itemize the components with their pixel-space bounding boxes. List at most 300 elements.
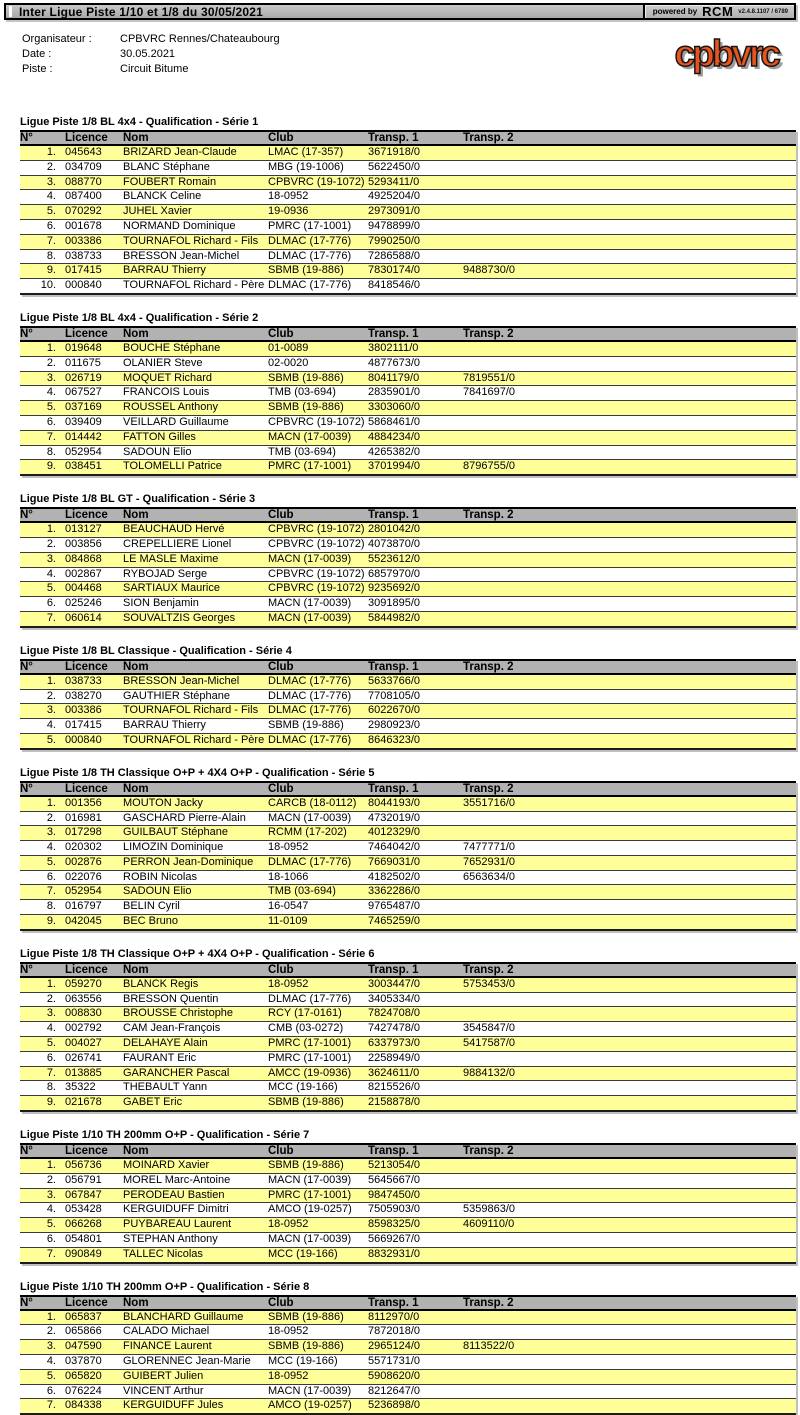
cell-licence: 084338 bbox=[65, 1399, 123, 1414]
cell-nom: SARTIAUX Maurice bbox=[123, 582, 268, 597]
cell-transp1: 4925204/0 bbox=[368, 190, 463, 205]
table-row bbox=[20, 175, 796, 190]
cell-licence: 003386 bbox=[65, 234, 123, 249]
column-header-club: Club bbox=[268, 508, 368, 522]
cell-transp2: 7652931/0 bbox=[463, 855, 796, 870]
cell-club: MCC (19-166) bbox=[268, 1247, 368, 1262]
cell-transp1: 7824708/0 bbox=[368, 1007, 463, 1022]
cell-nom: GASCHARD Pierre-Alain bbox=[123, 811, 268, 826]
cell-club: SBMB (19-886) bbox=[268, 719, 368, 734]
cell-pos: 7. bbox=[20, 1247, 65, 1262]
piste-value: Circuit Bitume bbox=[120, 62, 189, 75]
cell-nom: TOURNAFOL Richard - Fils bbox=[123, 234, 268, 249]
cell-club: CMB (03-0272) bbox=[268, 1022, 368, 1037]
table-header-row bbox=[20, 327, 796, 341]
cell-pos: 3. bbox=[20, 552, 65, 567]
cell-nom: BLANCHARD Guillaume bbox=[123, 1310, 268, 1325]
cell-nom: FATTON Gilles bbox=[123, 430, 268, 445]
table-row bbox=[20, 1325, 796, 1340]
cell-nom: OLANIER Steve bbox=[123, 356, 268, 371]
table-row bbox=[20, 1340, 796, 1355]
column-header-licence: Licence bbox=[65, 660, 123, 674]
column-header-club: Club bbox=[268, 1144, 368, 1158]
cell-club: MACN (17-0039) bbox=[268, 597, 368, 612]
column-header-nom: Nom bbox=[123, 1296, 268, 1310]
section-title: Ligue Piste 1/8 TH Classique O+P + 4X4 O+P - Qualification - Série 5 bbox=[20, 766, 375, 779]
cell-transp2 bbox=[463, 537, 796, 552]
cell-club: 18-0952 bbox=[268, 190, 368, 205]
cell-transp1: 4265382/0 bbox=[368, 445, 463, 460]
table-row bbox=[20, 1051, 796, 1066]
cell-transp2 bbox=[463, 401, 796, 416]
column-header-club: Club bbox=[268, 963, 368, 977]
column-header-club: Club bbox=[268, 782, 368, 796]
cell-licence: 026719 bbox=[65, 371, 123, 386]
cell-club: AMCC (19-0936) bbox=[268, 1066, 368, 1081]
column-header-nom: Nom bbox=[123, 660, 268, 674]
table-row bbox=[20, 145, 796, 160]
cell-transp2 bbox=[463, 1369, 796, 1384]
cell-nom: TOLOMELLI Patrice bbox=[123, 460, 268, 475]
cell-nom: JUHEL Xavier bbox=[123, 205, 268, 220]
column-header-transp1: Transp. 1 bbox=[368, 508, 463, 522]
cell-pos: 1. bbox=[20, 1310, 65, 1325]
cell-licence: 052954 bbox=[65, 445, 123, 460]
cell-transp1: 5844982/0 bbox=[368, 611, 463, 626]
cell-licence: 35322 bbox=[65, 1081, 123, 1096]
cell-licence: 016981 bbox=[65, 811, 123, 826]
cell-club: CPBVRC (19-1072) bbox=[268, 537, 368, 552]
rcm-brand: RCM bbox=[702, 4, 734, 19]
cell-club: RCMM (17-202) bbox=[268, 826, 368, 841]
column-header-nom: Nom bbox=[123, 782, 268, 796]
cell-transp1: 2258949/0 bbox=[368, 1051, 463, 1066]
table-row bbox=[20, 460, 796, 475]
cell-transp1: 5908620/0 bbox=[368, 1369, 463, 1384]
cell-club: 18-1066 bbox=[268, 870, 368, 885]
cell-club: DLMAC (17-776) bbox=[268, 855, 368, 870]
cell-club: MACN (17-0039) bbox=[268, 1233, 368, 1248]
cell-transp1: 8418546/0 bbox=[368, 279, 463, 294]
series-table bbox=[20, 962, 796, 1112]
cell-nom: CREPELLIERE Lionel bbox=[123, 537, 268, 552]
cell-licence: 017415 bbox=[65, 719, 123, 734]
column-header-transp1: Transp. 1 bbox=[368, 660, 463, 674]
cell-nom: GABET Eric bbox=[123, 1096, 268, 1111]
cell-transp1: 5622450/0 bbox=[368, 160, 463, 175]
cell-pos: 1. bbox=[20, 522, 65, 537]
cell-licence: 056736 bbox=[65, 1158, 123, 1173]
cell-transp2 bbox=[463, 611, 796, 626]
cell-nom: ROBIN Nicolas bbox=[123, 870, 268, 885]
table-row bbox=[20, 870, 796, 885]
cell-licence: 059270 bbox=[65, 977, 123, 992]
cell-pos: 1. bbox=[20, 341, 65, 356]
column-header-nom: Nom bbox=[123, 508, 268, 522]
cell-licence: 002867 bbox=[65, 567, 123, 582]
table-row bbox=[20, 1188, 796, 1203]
column-header-licence: Licence bbox=[65, 963, 123, 977]
cell-nom: BRIZARD Jean-Claude bbox=[123, 145, 268, 160]
table-row bbox=[20, 205, 796, 220]
cell-pos: 3. bbox=[20, 175, 65, 190]
cell-transp1: 3405334/0 bbox=[368, 992, 463, 1007]
cell-nom: PERODEAU Bastien bbox=[123, 1188, 268, 1203]
cell-club: LMAC (17-357) bbox=[268, 145, 368, 160]
cell-transp1: 7708105/0 bbox=[368, 689, 463, 704]
cell-club: PMRC (17-1001) bbox=[268, 219, 368, 234]
cell-nom: GARANCHER Pascal bbox=[123, 1066, 268, 1081]
series-section-5 bbox=[20, 750, 780, 931]
cell-pos: 5. bbox=[20, 733, 65, 748]
section-title: Ligue Piste 1/8 BL 4x4 - Qualification - Série 2 bbox=[20, 311, 259, 324]
cell-transp1: 2980923/0 bbox=[368, 719, 463, 734]
cell-transp2 bbox=[463, 175, 796, 190]
cell-transp1: 3671918/0 bbox=[368, 145, 463, 160]
cell-licence: 019648 bbox=[65, 341, 123, 356]
cell-transp1: 9478899/0 bbox=[368, 219, 463, 234]
column-header-pos: N° bbox=[20, 508, 65, 522]
cell-transp2 bbox=[463, 356, 796, 371]
rcm-version: v2.4.8.1107 / 6789 bbox=[738, 8, 788, 15]
cell-transp2 bbox=[463, 1399, 796, 1414]
cell-pos: 7. bbox=[20, 430, 65, 445]
table-row bbox=[20, 160, 796, 175]
series-table bbox=[20, 326, 796, 476]
cell-nom: LIMOZIN Dominique bbox=[123, 841, 268, 856]
cell-club: MBG (19-1006) bbox=[268, 160, 368, 175]
table-row bbox=[20, 1158, 796, 1173]
cell-nom: BRESSON Jean-Michel bbox=[123, 249, 268, 264]
cell-club: 19-0936 bbox=[268, 205, 368, 220]
cell-transp1: 7872018/0 bbox=[368, 1325, 463, 1340]
cell-pos: 9. bbox=[20, 1096, 65, 1111]
cell-club: SBMB (19-886) bbox=[268, 1096, 368, 1111]
cell-transp2: 4609110/0 bbox=[463, 1218, 796, 1233]
cell-transp2: 7819551/0 bbox=[463, 371, 796, 386]
cell-pos: 4. bbox=[20, 719, 65, 734]
cell-club: DLMAC (17-776) bbox=[268, 249, 368, 264]
cell-pos: 8. bbox=[20, 249, 65, 264]
cell-club: DLMAC (17-776) bbox=[268, 704, 368, 719]
cell-pos: 5. bbox=[20, 205, 65, 220]
cell-transp2 bbox=[463, 582, 796, 597]
cell-nom: BEAUCHAUD Hervé bbox=[123, 522, 268, 537]
organisateur-label: Organisateur : bbox=[22, 32, 92, 45]
table-row bbox=[20, 234, 796, 249]
cell-pos: 3. bbox=[20, 371, 65, 386]
cell-transp1: 5571731/0 bbox=[368, 1355, 463, 1370]
column-header-licence: Licence bbox=[65, 1296, 123, 1310]
cell-licence: 070292 bbox=[65, 205, 123, 220]
cell-transp2 bbox=[463, 1310, 796, 1325]
column-header-nom: Nom bbox=[123, 327, 268, 341]
cell-club: MCC (19-166) bbox=[268, 1355, 368, 1370]
cell-transp1: 7286588/0 bbox=[368, 249, 463, 264]
cell-transp1: 8212647/0 bbox=[368, 1384, 463, 1399]
cell-transp2 bbox=[463, 1325, 796, 1340]
table-row bbox=[20, 219, 796, 234]
cell-licence: 013127 bbox=[65, 522, 123, 537]
cell-transp1: 2801042/0 bbox=[368, 522, 463, 537]
table-row bbox=[20, 1218, 796, 1233]
cell-transp1: 5213054/0 bbox=[368, 1158, 463, 1173]
cell-pos: 5. bbox=[20, 1037, 65, 1052]
column-header-club: Club bbox=[268, 660, 368, 674]
series-section-8 bbox=[20, 1264, 780, 1415]
table-row bbox=[20, 915, 796, 930]
cell-club: CPBVRC (19-1072) bbox=[268, 522, 368, 537]
cell-transp1: 2965124/0 bbox=[368, 1340, 463, 1355]
cell-transp2 bbox=[463, 885, 796, 900]
cell-nom: BEC Bruno bbox=[123, 915, 268, 930]
cell-transp1: 4182502/0 bbox=[368, 870, 463, 885]
cell-nom: BARRAU Thierry bbox=[123, 719, 268, 734]
table-header-row bbox=[20, 508, 796, 522]
cell-pos: 1. bbox=[20, 145, 65, 160]
cell-nom: VINCENT Arthur bbox=[123, 1384, 268, 1399]
cell-transp2: 8113522/0 bbox=[463, 1340, 796, 1355]
cell-nom: MOREL Marc-Antoine bbox=[123, 1173, 268, 1188]
cell-transp1: 8041179/0 bbox=[368, 371, 463, 386]
table-row bbox=[20, 430, 796, 445]
cell-licence: 008830 bbox=[65, 1007, 123, 1022]
column-header-licence: Licence bbox=[65, 327, 123, 341]
table-row bbox=[20, 719, 796, 734]
cell-licence: 065866 bbox=[65, 1325, 123, 1340]
cell-transp2 bbox=[463, 190, 796, 205]
cell-licence: 042045 bbox=[65, 915, 123, 930]
cell-nom: DELAHAYE Alain bbox=[123, 1037, 268, 1052]
cell-licence: 038733 bbox=[65, 674, 123, 689]
table-row bbox=[20, 674, 796, 689]
cell-pos: 7. bbox=[20, 234, 65, 249]
table-row bbox=[20, 1247, 796, 1262]
cell-nom: FOUBERT Romain bbox=[123, 175, 268, 190]
cell-pos: 8. bbox=[20, 1081, 65, 1096]
cell-licence: 016797 bbox=[65, 900, 123, 915]
cell-nom: RYBOJAD Serge bbox=[123, 567, 268, 582]
cell-club: TMB (03-694) bbox=[268, 885, 368, 900]
column-header-nom: Nom bbox=[123, 963, 268, 977]
column-header-pos: N° bbox=[20, 782, 65, 796]
cell-club: RCY (17-0161) bbox=[268, 1007, 368, 1022]
table-row bbox=[20, 1022, 796, 1037]
cell-club: MACN (17-0039) bbox=[268, 811, 368, 826]
cell-nom: GAUTHIER Stéphane bbox=[123, 689, 268, 704]
table-row bbox=[20, 992, 796, 1007]
cell-transp2 bbox=[463, 1233, 796, 1248]
cell-transp1: 3802111/0 bbox=[368, 341, 463, 356]
cell-transp1: 8044193/0 bbox=[368, 796, 463, 811]
cell-transp1: 3701994/0 bbox=[368, 460, 463, 475]
cell-pos: 2. bbox=[20, 356, 65, 371]
cell-transp1: 5236898/0 bbox=[368, 1399, 463, 1414]
cell-pos: 4. bbox=[20, 1203, 65, 1218]
cell-licence: 038270 bbox=[65, 689, 123, 704]
cell-club: 18-0952 bbox=[268, 1218, 368, 1233]
cell-club: CPBVRC (19-1072) bbox=[268, 567, 368, 582]
series-section-3 bbox=[20, 476, 780, 628]
table-row bbox=[20, 537, 796, 552]
cell-transp2 bbox=[463, 826, 796, 841]
cell-pos: 6. bbox=[20, 870, 65, 885]
cell-licence: 002876 bbox=[65, 855, 123, 870]
cell-transp1: 4877673/0 bbox=[368, 356, 463, 371]
column-header-club: Club bbox=[268, 131, 368, 145]
table-row bbox=[20, 1007, 796, 1022]
cell-club: 18-0952 bbox=[268, 841, 368, 856]
cell-licence: 020302 bbox=[65, 841, 123, 856]
cell-transp1: 8598325/0 bbox=[368, 1218, 463, 1233]
cell-pos: 6. bbox=[20, 415, 65, 430]
column-header-transp1: Transp. 1 bbox=[368, 327, 463, 341]
cell-transp2: 8796755/0 bbox=[463, 460, 796, 475]
series-section-1 bbox=[20, 116, 780, 295]
cell-club: MACN (17-0039) bbox=[268, 552, 368, 567]
column-header-pos: N° bbox=[20, 131, 65, 145]
cell-licence: 066268 bbox=[65, 1218, 123, 1233]
cell-transp2 bbox=[463, 1188, 796, 1203]
table-row bbox=[20, 1399, 796, 1414]
cell-club: 18-0952 bbox=[268, 1325, 368, 1340]
cell-club: MACN (17-0039) bbox=[268, 1384, 368, 1399]
cell-licence: 087400 bbox=[65, 190, 123, 205]
table-row bbox=[20, 1384, 796, 1399]
column-header-transp2: Transp. 2 bbox=[463, 782, 796, 796]
cell-transp2 bbox=[463, 915, 796, 930]
cell-licence: 004027 bbox=[65, 1037, 123, 1052]
cell-transp2 bbox=[463, 415, 796, 430]
column-header-club: Club bbox=[268, 327, 368, 341]
cell-transp2 bbox=[463, 1081, 796, 1096]
cell-pos: 1. bbox=[20, 1158, 65, 1173]
cell-nom: KERGUIDUFF Jules bbox=[123, 1399, 268, 1414]
table-header-row bbox=[20, 782, 796, 796]
table-row bbox=[20, 900, 796, 915]
cell-licence: 053428 bbox=[65, 1203, 123, 1218]
cell-club: SBMB (19-886) bbox=[268, 264, 368, 279]
cell-transp1: 8112970/0 bbox=[368, 1310, 463, 1325]
cell-licence: 084868 bbox=[65, 552, 123, 567]
table-row bbox=[20, 1369, 796, 1384]
table-row bbox=[20, 1081, 796, 1096]
table-header-row bbox=[20, 1144, 796, 1158]
cell-nom: BOUCHE Stéphane bbox=[123, 341, 268, 356]
column-header-licence: Licence bbox=[65, 508, 123, 522]
cell-licence: 037870 bbox=[65, 1355, 123, 1370]
table-header-row bbox=[20, 660, 796, 674]
cell-club: DLMAC (17-776) bbox=[268, 689, 368, 704]
cell-transp2 bbox=[463, 674, 796, 689]
cell-licence: 034709 bbox=[65, 160, 123, 175]
cell-club: MACN (17-0039) bbox=[268, 1173, 368, 1188]
table-row bbox=[20, 855, 796, 870]
column-header-transp1: Transp. 1 bbox=[368, 1296, 463, 1310]
cell-nom: GLORENNEC Jean-Marie bbox=[123, 1355, 268, 1370]
table-row bbox=[20, 811, 796, 826]
cell-licence: 065820 bbox=[65, 1369, 123, 1384]
table-row bbox=[20, 415, 796, 430]
section-title: Ligue Piste 1/8 TH Classique O+P + 4X4 O+P - Qualification - Série 6 bbox=[20, 947, 375, 960]
cell-club: CPBVRC (19-1072) bbox=[268, 175, 368, 190]
table-row bbox=[20, 522, 796, 537]
cell-transp2: 9488730/0 bbox=[463, 264, 796, 279]
column-header-transp2: Transp. 2 bbox=[463, 327, 796, 341]
column-header-pos: N° bbox=[20, 660, 65, 674]
cell-club: PMRC (17-1001) bbox=[268, 1051, 368, 1066]
table-row bbox=[20, 567, 796, 582]
cell-transp2 bbox=[463, 1158, 796, 1173]
table-row bbox=[20, 704, 796, 719]
cell-licence: 001678 bbox=[65, 219, 123, 234]
cell-transp1: 2835901/0 bbox=[368, 386, 463, 401]
cell-transp1: 5523612/0 bbox=[368, 552, 463, 567]
cell-club: AMCO (19-0257) bbox=[268, 1203, 368, 1218]
column-header-transp2: Transp. 2 bbox=[463, 131, 796, 145]
column-header-transp2: Transp. 2 bbox=[463, 660, 796, 674]
cell-transp1: 3362286/0 bbox=[368, 885, 463, 900]
cell-transp1: 9847450/0 bbox=[368, 1188, 463, 1203]
section-title: Ligue Piste 1/8 BL GT - Qualification - Série 3 bbox=[20, 493, 256, 506]
cell-transp2: 5417587/0 bbox=[463, 1037, 796, 1052]
cell-club: 01-0089 bbox=[268, 341, 368, 356]
cell-nom: PUYBAREAU Laurent bbox=[123, 1218, 268, 1233]
cell-transp1: 3624611/0 bbox=[368, 1066, 463, 1081]
cell-club: MCC (19-166) bbox=[268, 1081, 368, 1096]
cell-pos: 3. bbox=[20, 1340, 65, 1355]
cell-pos: 7. bbox=[20, 1066, 65, 1081]
column-header-pos: N° bbox=[20, 963, 65, 977]
cell-nom: STEPHAN Anthony bbox=[123, 1233, 268, 1248]
cell-transp2 bbox=[463, 552, 796, 567]
cell-club: DLMAC (17-776) bbox=[268, 279, 368, 294]
cell-pos: 6. bbox=[20, 1051, 65, 1066]
cell-licence: 025246 bbox=[65, 597, 123, 612]
cpbvrc-logo: cpbvrc bbox=[674, 33, 778, 74]
cell-transp2: 7841697/0 bbox=[463, 386, 796, 401]
table-row bbox=[20, 249, 796, 264]
cell-nom: ROUSSEL Anthony bbox=[123, 401, 268, 416]
cell-licence: 063556 bbox=[65, 992, 123, 1007]
cell-nom: VEILLARD Guillaume bbox=[123, 415, 268, 430]
cell-nom: BROUSSE Christophe bbox=[123, 1007, 268, 1022]
cell-transp1: 7505903/0 bbox=[368, 1203, 463, 1218]
cell-licence: 052954 bbox=[65, 885, 123, 900]
table-header-row bbox=[20, 1296, 796, 1310]
table-row bbox=[20, 841, 796, 856]
cell-transp1: 8215526/0 bbox=[368, 1081, 463, 1096]
cell-pos: 6. bbox=[20, 597, 65, 612]
cell-transp1: 7464042/0 bbox=[368, 841, 463, 856]
cell-transp1: 5633766/0 bbox=[368, 674, 463, 689]
cell-pos: 5. bbox=[20, 1218, 65, 1233]
cell-pos: 9. bbox=[20, 264, 65, 279]
cell-pos: 1. bbox=[20, 674, 65, 689]
cell-pos: 9. bbox=[20, 915, 65, 930]
table-row bbox=[20, 733, 796, 748]
cell-club: SBMB (19-886) bbox=[268, 371, 368, 386]
cell-pos: 4. bbox=[20, 567, 65, 582]
cell-pos: 4. bbox=[20, 386, 65, 401]
cell-nom: NORMAND Dominique bbox=[123, 219, 268, 234]
table-row bbox=[20, 552, 796, 567]
series-table bbox=[20, 1143, 796, 1264]
cell-transp2 bbox=[463, 249, 796, 264]
cell-club: DLMAC (17-776) bbox=[268, 234, 368, 249]
cell-nom: MOQUET Richard bbox=[123, 371, 268, 386]
column-header-licence: Licence bbox=[65, 1144, 123, 1158]
